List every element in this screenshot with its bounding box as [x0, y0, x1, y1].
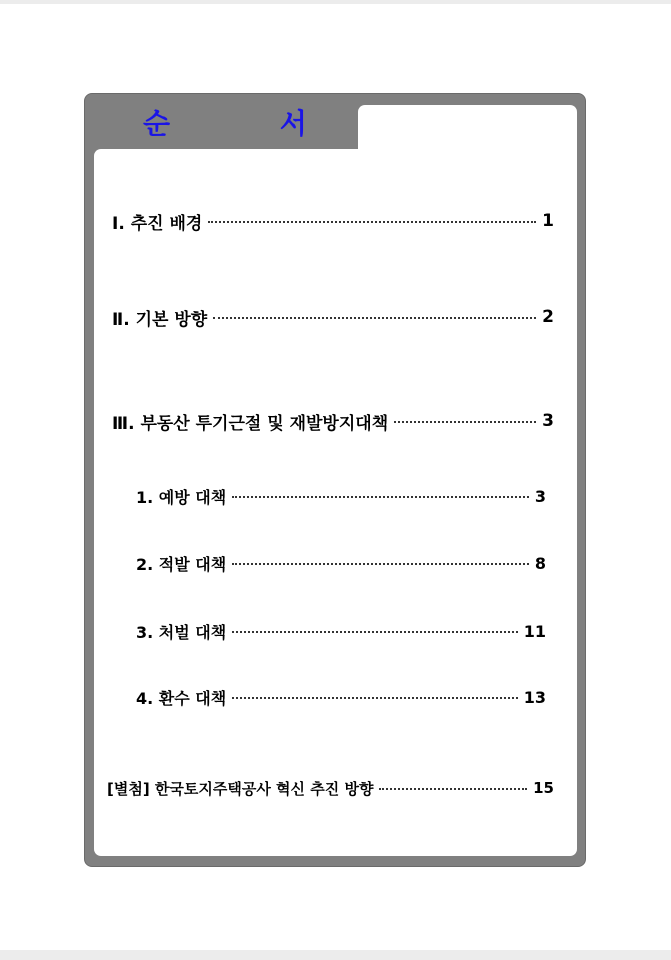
toc-leader-dots [232, 496, 529, 498]
toc-entry-2[interactable] [112, 305, 554, 329]
toc-entry-3[interactable] [112, 409, 554, 433]
toc-subentry-label: 1. 예방 대책 [136, 487, 227, 507]
toc-title: 순 서 [143, 107, 357, 140]
toc-entry-1[interactable] [112, 209, 554, 233]
toc-subentry-page: 3 [534, 486, 546, 506]
toc-entry-label: Ⅰ. 추진 배경 [112, 213, 203, 234]
toc-annex-label: [별첨] 한국토지주택공사 혁신 추진 방향 [107, 779, 374, 798]
toc-subentry-label: 2. 적발 대책 [136, 554, 227, 574]
toc-subentry-4[interactable] [136, 685, 546, 709]
toc-entry-page: 3 [542, 411, 554, 431]
toc-leader-dots [232, 697, 518, 699]
document-page [0, 4, 671, 950]
toc-subentry-label: 4. 환수 대책 [136, 688, 227, 708]
toc-subentry-page: 8 [534, 553, 546, 573]
toc-entry-label: Ⅱ. 기본 방향 [112, 309, 208, 330]
toc-leader-dots [208, 221, 536, 223]
toc-subentry-2[interactable] [136, 551, 546, 575]
toc-leader-dots [232, 631, 518, 633]
toc-subentry-page: 13 [523, 687, 546, 707]
toc-annex-entry[interactable] [107, 776, 554, 800]
toc-subentry-3[interactable] [136, 619, 546, 643]
toc-leader-dots [394, 421, 536, 423]
toc-leader-dots [379, 788, 527, 790]
toc-entry-label: Ⅲ. 부동산 투기근절 및 재발방지대책 [112, 413, 389, 434]
toc-subentry-1[interactable] [136, 484, 546, 508]
toc-subentry-page: 11 [523, 621, 546, 641]
toc-leader-dots [232, 563, 529, 565]
toc-leader-dots [213, 317, 536, 319]
toc-annex-page: 15 [533, 779, 554, 797]
toc-entry-page: 2 [542, 307, 554, 327]
toc-entry-page: 1 [542, 211, 554, 231]
toc-subentry-label: 3. 처벌 대책 [136, 622, 227, 642]
